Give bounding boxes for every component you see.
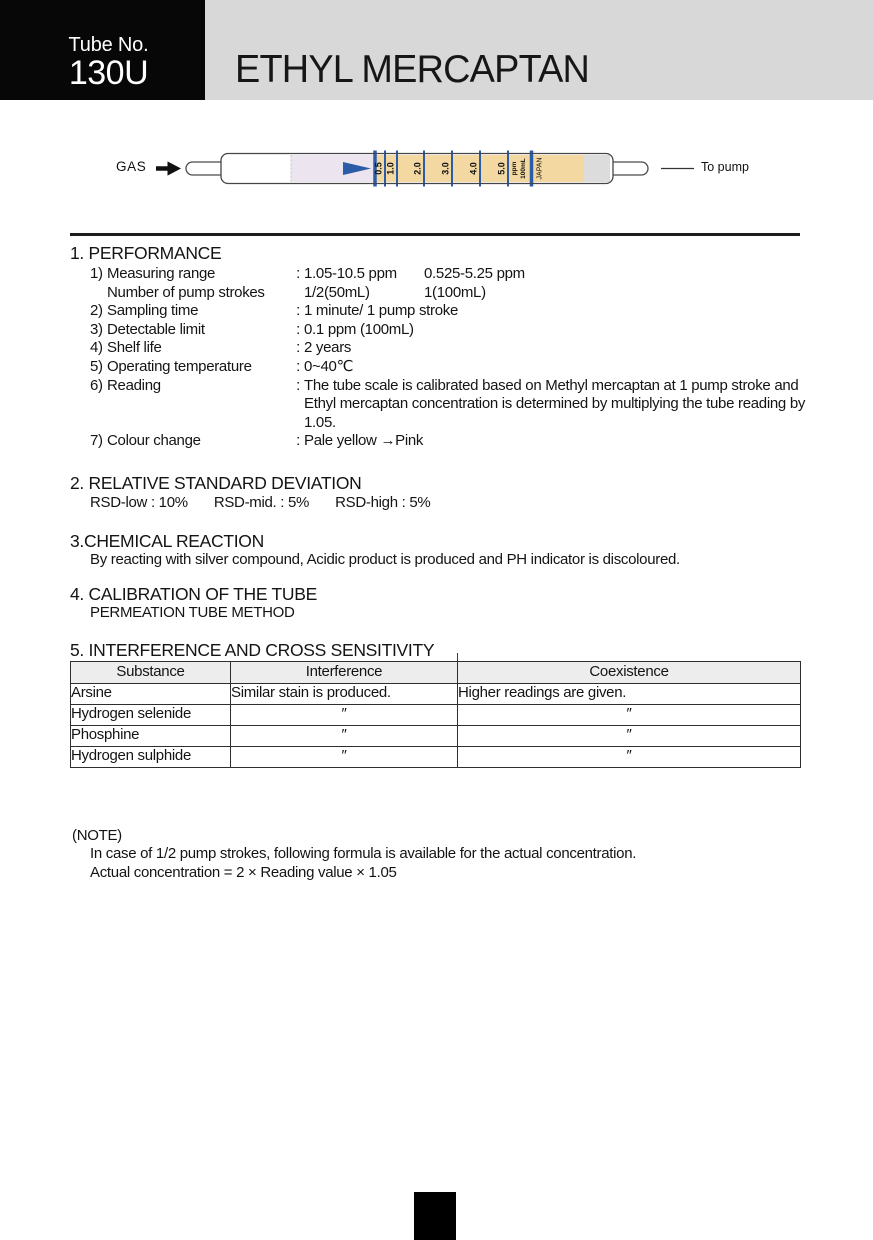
item-number: 3) bbox=[90, 320, 103, 338]
item-label: Shelf life bbox=[107, 339, 162, 357]
table-cell: Hydrogen selenide bbox=[71, 704, 231, 725]
interference-heading: 5. INTERFERENCE AND CROSS SENSITIVITY bbox=[70, 639, 435, 660]
colon: : bbox=[296, 376, 300, 394]
to-pump-label: To pump bbox=[701, 160, 749, 174]
tube-scale-label: ppm bbox=[511, 161, 518, 176]
table-cell: ″ bbox=[458, 704, 801, 725]
tube-left-tip bbox=[186, 162, 226, 175]
table-header-cell: Substance bbox=[71, 661, 231, 683]
table-header-cell: Interference bbox=[231, 661, 458, 683]
item-label: Colour change bbox=[107, 432, 201, 450]
rsd-heading: 2. RELATIVE STANDARD DEVIATION bbox=[70, 472, 362, 493]
tube-no-label: Tube No. bbox=[68, 34, 149, 56]
page-number-box bbox=[414, 1192, 456, 1240]
tube-scale-label: 0.5 bbox=[373, 162, 384, 175]
item-value: 1/2(50mL) bbox=[304, 283, 370, 301]
performance-item bbox=[70, 339, 830, 358]
performance-item bbox=[70, 302, 830, 321]
rsd-mid: RSD-mid. : 5% bbox=[213, 493, 310, 511]
note-line: In case of 1/2 pump strokes, following formula is available for the actual concentration. bbox=[90, 845, 637, 863]
item-value: Pale yellow →Pink bbox=[304, 432, 424, 450]
section-divider bbox=[70, 233, 800, 236]
table-row bbox=[71, 704, 801, 725]
calibration-body: PERMEATION TUBE METHOD bbox=[90, 604, 295, 622]
colon: : bbox=[296, 432, 300, 450]
performance-item bbox=[70, 265, 830, 284]
table-cell: Higher readings are given. bbox=[458, 683, 801, 704]
rsd-high: RSD-high : 5% bbox=[335, 493, 431, 511]
item-value: 1(100mL) bbox=[424, 283, 486, 301]
performance-item bbox=[70, 284, 830, 303]
item-value: 0.1 ppm (100mL) bbox=[304, 320, 414, 338]
calibration-heading: 4. CALIBRATION OF THE TUBE bbox=[70, 584, 317, 605]
gas-label: GAS bbox=[116, 159, 147, 174]
chemical-reaction-section bbox=[70, 531, 830, 570]
performance-item bbox=[70, 432, 830, 451]
item-value: 2 years bbox=[304, 339, 352, 357]
gas-arrow-icon bbox=[156, 161, 181, 175]
item-label: Measuring range bbox=[107, 265, 216, 282]
performance-heading: 1. PERFORMANCE bbox=[70, 243, 222, 263]
rsd-section bbox=[70, 473, 830, 513]
item-number: 1) bbox=[90, 265, 103, 282]
table-cell: ″ bbox=[458, 746, 801, 767]
performance-item bbox=[70, 358, 830, 377]
colon: : bbox=[296, 302, 300, 320]
tube-number-box bbox=[0, 0, 205, 100]
page-title: ETHYL MERCAPTAN bbox=[235, 48, 590, 91]
item-number: 7) bbox=[90, 432, 103, 450]
rsd-low: RSD-low : 10% bbox=[90, 493, 188, 511]
table-cell: ″ bbox=[231, 746, 458, 767]
colon: : bbox=[296, 357, 300, 375]
tube-scale-label: JAPAN bbox=[536, 157, 544, 180]
calibration-section bbox=[70, 584, 830, 623]
table-cell: Phosphine bbox=[71, 725, 231, 746]
table-cell: Similar stain is produced. bbox=[231, 683, 458, 704]
item-number: 6) bbox=[90, 376, 103, 394]
item-label: Number of pump strokes bbox=[107, 283, 265, 301]
note-section bbox=[70, 827, 830, 883]
content bbox=[70, 243, 830, 883]
item-label: Operating temperature bbox=[107, 357, 252, 375]
chemical-reaction-body: By reacting with silver compound, Acidic product is produced and PH indicator is discoloured. bbox=[90, 550, 680, 568]
item-value: 1 minute/ 1 pump stroke bbox=[304, 302, 459, 320]
item-value: The tube scale is calibrated based on Methyl mercaptan at 1 pump stroke and Ethyl mercaptan concentration is determined by multiplying the tube reading by 1.05. bbox=[304, 376, 806, 431]
item-label: Sampling time bbox=[107, 302, 199, 320]
table-row bbox=[71, 683, 801, 704]
tube-scale-label: 2.0 bbox=[412, 162, 423, 175]
table-header-row bbox=[71, 661, 801, 683]
interference-section bbox=[70, 640, 830, 768]
tube-scale-label: 5.0 bbox=[496, 162, 507, 175]
table-cell: ″ bbox=[231, 704, 458, 725]
tube-scale-label: 1.0 bbox=[385, 162, 396, 175]
interference-table-wrap bbox=[70, 661, 830, 768]
tube-scale-label: 3.0 bbox=[440, 162, 451, 175]
table-cell: ″ bbox=[458, 725, 801, 746]
table-cell: ″ bbox=[231, 725, 458, 746]
table-row bbox=[71, 746, 801, 767]
tube-number: 130U bbox=[68, 54, 149, 92]
item-value: 1.05-10.5 ppm bbox=[304, 265, 397, 282]
item-value: 0~40℃ bbox=[304, 357, 354, 375]
title-bar bbox=[205, 0, 873, 100]
note-label: (NOTE) bbox=[72, 826, 122, 844]
item-number: 5) bbox=[90, 357, 103, 375]
performance-item bbox=[70, 321, 830, 340]
performance-item bbox=[70, 377, 830, 433]
tube-scale-label: 100mL bbox=[520, 158, 527, 179]
item-label: Reading bbox=[107, 376, 161, 394]
tube-scale-label: 4.0 bbox=[468, 162, 479, 175]
rsd-values bbox=[70, 494, 830, 513]
chemical-reaction-heading: 3.CHEMICAL REACTION bbox=[70, 530, 264, 551]
table-header-cell: Coexistence bbox=[458, 661, 801, 683]
colon bbox=[292, 284, 304, 303]
item-label: Detectable limit bbox=[107, 320, 205, 338]
interference-table bbox=[70, 661, 801, 768]
table-cell: Hydrogen sulphide bbox=[71, 746, 231, 767]
colon: : bbox=[296, 339, 300, 357]
end-plug bbox=[584, 155, 610, 182]
table-row bbox=[71, 725, 801, 746]
colon: : bbox=[296, 265, 300, 282]
table-divider-tick bbox=[457, 653, 458, 661]
tube-diagram bbox=[0, 140, 873, 200]
note-line: Actual concentration = 2 × Reading value × 1.05 bbox=[90, 863, 397, 881]
performance-list bbox=[70, 265, 830, 451]
item-value: 0.525-5.25 ppm bbox=[424, 265, 525, 282]
colon: : bbox=[296, 320, 300, 338]
table-cell: Arsine bbox=[71, 683, 231, 704]
item-number: 2) bbox=[90, 302, 103, 320]
item-number: 4) bbox=[90, 339, 103, 357]
